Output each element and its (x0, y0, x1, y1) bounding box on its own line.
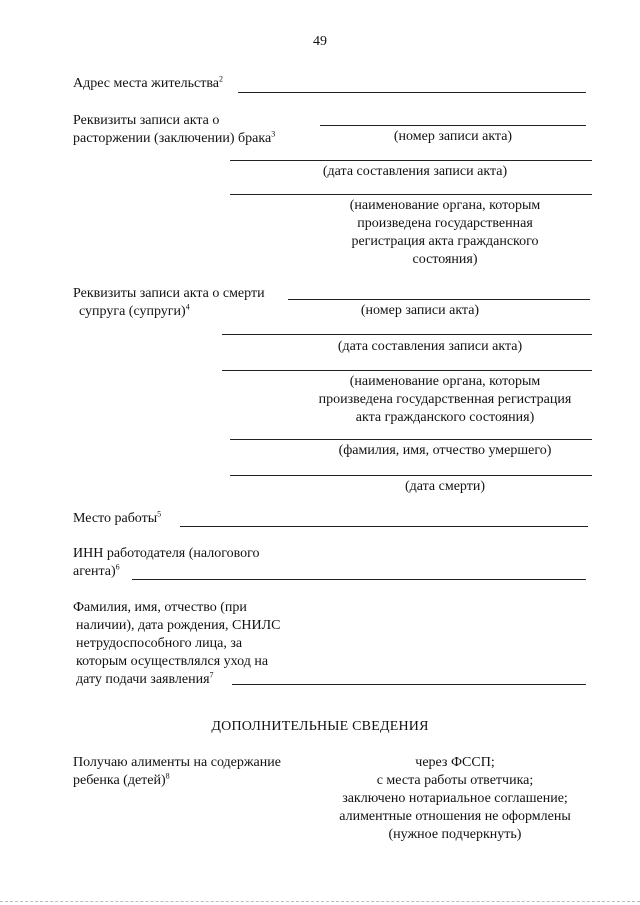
workplace-label: Место работы$^5$ (73, 509, 162, 526)
address-label: Адрес места жительства$^2$ (73, 74, 223, 91)
page-bottom-edge (0, 901, 640, 902)
additional-heading: ДОПОЛНИТЕЛЬНЫЕ СВЕДЕНИЯ (211, 719, 429, 734)
marriage-record-org-hint-4: состояния) (412, 252, 478, 267)
death-record-org-hint-1: (наименование органа, которым (349, 374, 541, 389)
alimony-option-notarial[interactable]: заключено нотариальное соглашение; (342, 791, 568, 806)
death-record-label-2: супруга (супруги)$^4$ (79, 302, 190, 319)
alimony-instruction: (нужное подчеркнуть) (388, 827, 522, 842)
marriage-record-number-field[interactable] (320, 125, 586, 126)
dependent-label-4: которым осуществлялся уход на (76, 654, 269, 669)
marriage-record-label-1: Реквизиты записи акта о (73, 113, 220, 128)
death-record-death-date-hint: (дата смерти) (404, 479, 485, 494)
alimony-label-2: ребенка (детей)$^8$ (73, 771, 170, 788)
death-record-org-hint-2: произведена государственная регистрация (318, 392, 572, 407)
marriage-record-org-field[interactable] (230, 194, 592, 195)
death-record-date-field[interactable] (222, 334, 592, 335)
death-record-date-hint: (дата составления записи акта) (337, 339, 523, 354)
marriage-record-date-field[interactable] (230, 160, 592, 161)
death-record-org-field[interactable] (222, 370, 592, 371)
death-record-name-hint: (фамилия, имя, отчество умершего) (338, 443, 552, 458)
marriage-record-org-hint-2: произведена государственная (357, 216, 533, 231)
employer-inn-field[interactable] (132, 579, 586, 580)
page-number: 49 (313, 34, 327, 49)
alimony-option-none[interactable]: алиментные отношения не оформлены (339, 809, 571, 824)
death-record-name-field[interactable] (230, 439, 592, 440)
workplace-field[interactable] (180, 526, 588, 527)
death-record-number-hint: (номер записи акта) (360, 303, 480, 318)
dependent-label-3: нетрудоспособного лица, за (76, 636, 243, 651)
alimony-option-employer[interactable]: с места работы ответчика; (376, 773, 534, 788)
address-field[interactable] (238, 92, 586, 93)
dependent-label-5: дату подачи заявления$^7$ (76, 670, 214, 687)
marriage-record-date-hint: (дата составления записи акта) (322, 164, 508, 179)
marriage-record-org-hint-3: регистрация акта гражданского (351, 234, 539, 249)
dependent-label-1: Фамилия, имя, отчество (при (73, 600, 247, 615)
employer-inn-label-2: агента)$^6$ (73, 562, 120, 579)
marriage-record-number-hint: (номер записи акта) (393, 129, 513, 144)
marriage-record-label-2: расторжении (заключении) брака$^3$ (73, 129, 276, 146)
death-record-number-field[interactable] (288, 299, 590, 300)
employer-inn-label-1: ИНН работодателя (налогового (73, 546, 260, 561)
dependent-label-2: наличии), дата рождения, СНИЛС (76, 618, 281, 633)
death-record-org-hint-3: акта гражданского состояния) (355, 410, 535, 425)
marriage-record-org-hint-1: (наименование органа, которым (349, 198, 541, 213)
alimony-option-fssp[interactable]: через ФССП; (415, 755, 495, 770)
dependent-field[interactable] (232, 684, 586, 685)
death-record-death-date-field[interactable] (230, 475, 592, 476)
alimony-label-1: Получаю алименты на содержание (73, 755, 281, 770)
death-record-label-1: Реквизиты записи акта о смерти (73, 286, 265, 301)
